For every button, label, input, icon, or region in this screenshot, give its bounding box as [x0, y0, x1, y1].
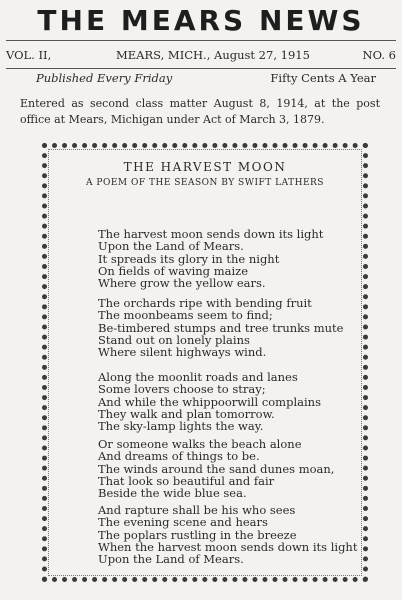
poem-line: Be-timbered stumps and tree trunks mute: [98, 320, 344, 335]
poem-line: And rapture shall be his who sees: [98, 503, 296, 517]
poem-line: They walk and plan tomorrow.: [98, 406, 275, 421]
poem-line: Where grow the yellow ears.: [98, 276, 266, 291]
poem-line: The winds around the sand dunes moan,: [98, 461, 335, 476]
poem-line: Stand out on lonely plains: [98, 332, 250, 347]
subscription-price: Fifty Cents A Year: [270, 71, 376, 85]
poem-line: Along the moonlit roads and lanes: [98, 370, 298, 384]
poem-line: It spreads its glory in the night: [98, 251, 280, 266]
poem-stanza: [98, 371, 368, 432]
issue-rule: [6, 68, 396, 69]
poem-stanza: [98, 228, 368, 289]
poem-subtitle: A POEM OF THE SEASON BY SWIFT LATHERS: [86, 178, 324, 188]
poem-line: Beside the wide blue sea.: [98, 486, 247, 501]
poem-line: When the harvest moon sends down its light: [98, 539, 358, 554]
poem-stanza: [98, 504, 368, 565]
poem-line: The harvest moon sends down its light: [98, 227, 324, 241]
publication-frequency: Published Every Friday: [36, 71, 173, 85]
poem-line: On fields of waving maize: [98, 263, 248, 278]
entry-notice-line-1: Entered as second class matter August 8, 1914, at the post: [20, 97, 380, 110]
publication-line: [6, 71, 396, 87]
volume-label: VOL. II,: [6, 48, 52, 62]
poem-line: That look so beautiful and fair: [98, 473, 275, 488]
issue-number: NO. 6: [362, 48, 396, 62]
poem-line: The evening scene and hears: [98, 515, 268, 530]
issue-line: [6, 48, 396, 64]
poem-line: Some lovers choose to stray;: [98, 382, 266, 397]
poem-line: The poplars rustling in the breeze: [98, 527, 297, 542]
poem-title: THE HARVEST MOON: [123, 160, 287, 174]
postal-entry-notice: [20, 96, 380, 128]
poem-line: Or someone walks the beach alone: [98, 437, 302, 451]
masthead-rule: [6, 40, 396, 41]
poem-line: The sky-lamp lights the way.: [98, 419, 264, 434]
masthead-title: THE MEARS NEWS: [37, 4, 365, 37]
poem-line: Where silent highways wind.: [98, 345, 267, 360]
poem-line: The moonbeams seem to find;: [98, 308, 273, 323]
dateline: MEARS, MICH., August 27, 1915: [116, 48, 310, 62]
poem-line: And while the whippoorwill complains: [98, 394, 321, 409]
poem-stanza: [98, 297, 368, 358]
poem-line: And dreams of things to be.: [98, 449, 260, 464]
entry-notice-line-2: office at Mears, Michigan under Act of March 3, 1879.: [20, 113, 325, 126]
poem-line: Upon the Land of Mears.: [98, 552, 244, 567]
poem-stanza: [98, 438, 368, 499]
poem-line: The orchards ripe with bending fruit: [98, 296, 312, 310]
poem-line: Upon the Land of Mears.: [98, 239, 244, 254]
